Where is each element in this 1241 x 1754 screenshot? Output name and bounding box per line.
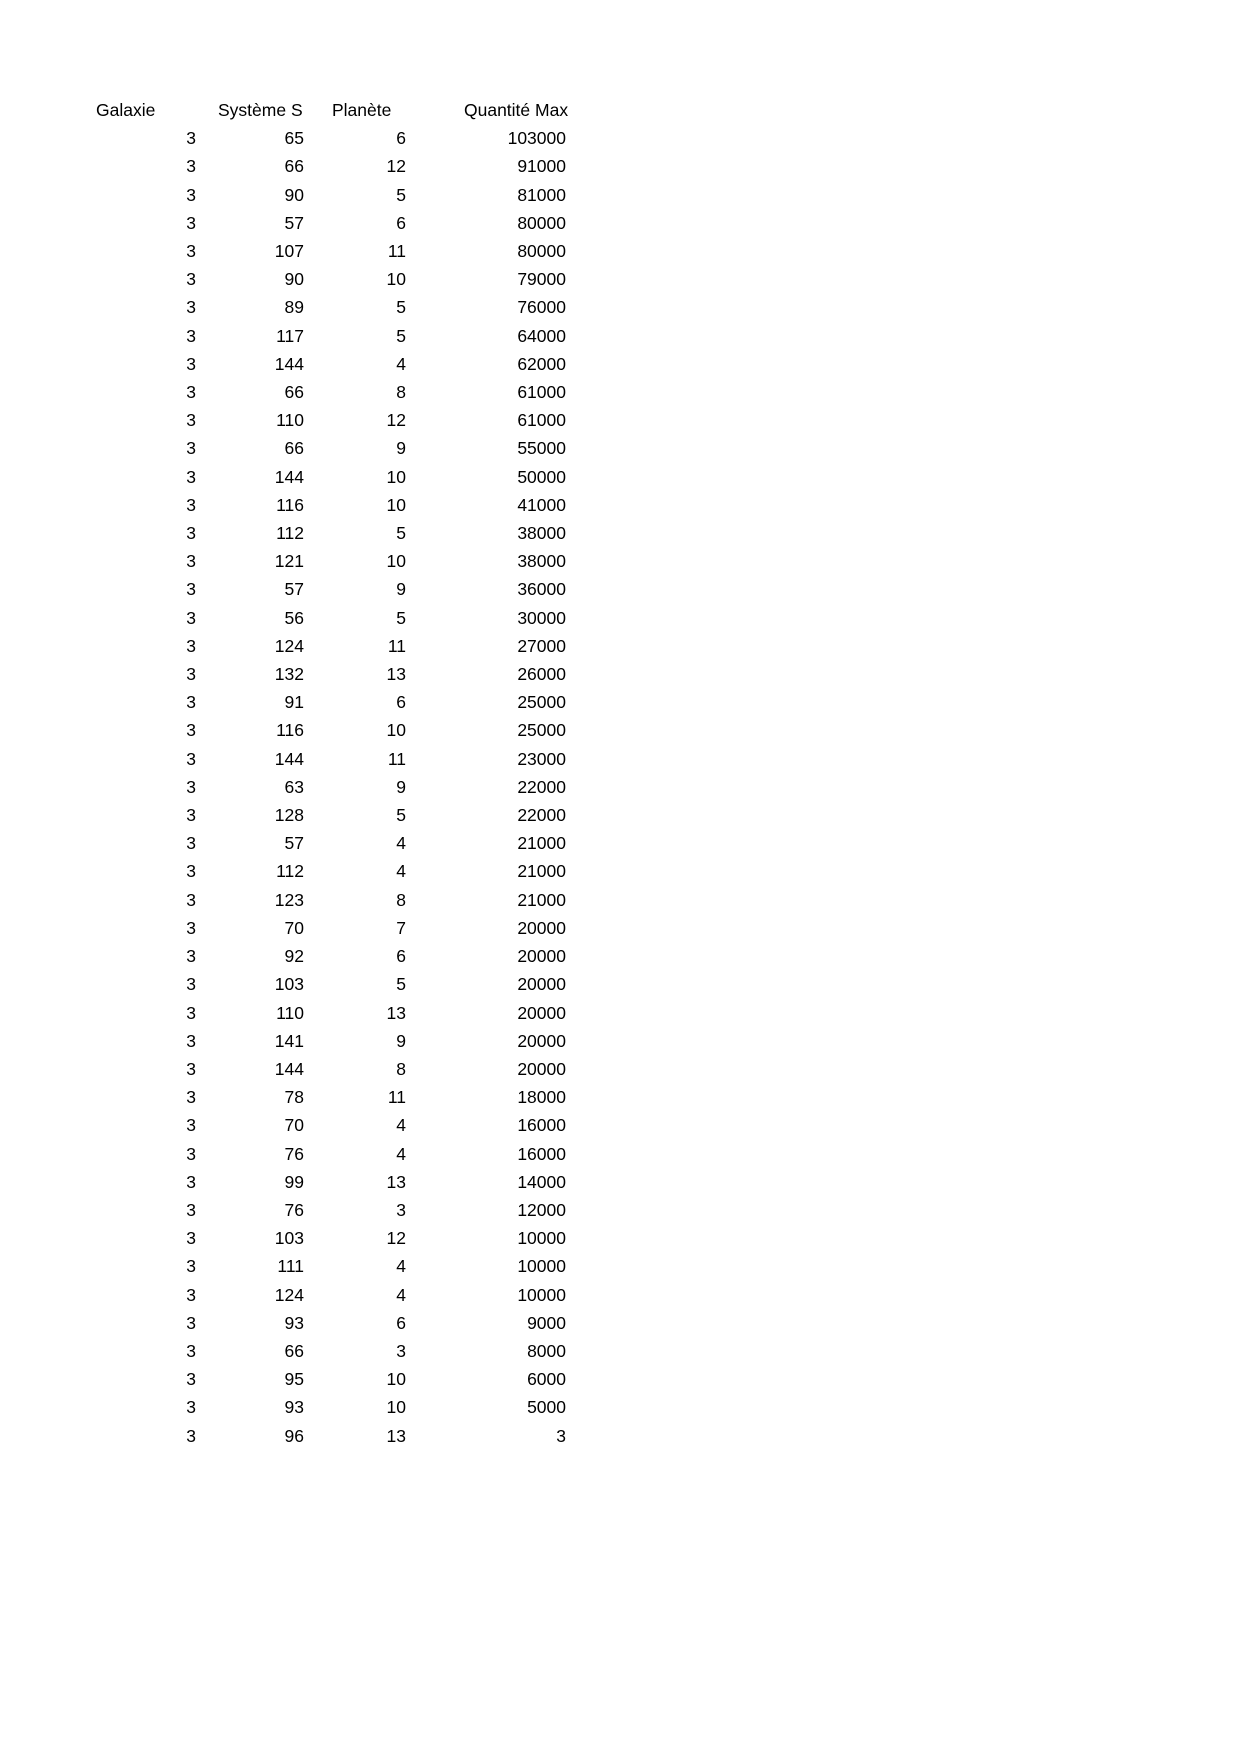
cell-galaxie: 3: [186, 382, 196, 403]
cell-planete: 5: [396, 523, 406, 544]
cell-systeme: 116: [276, 494, 304, 515]
cell-systeme: 117: [276, 325, 304, 346]
cell-quantite: 76000: [517, 297, 566, 318]
cell-galaxie: 3: [186, 1030, 196, 1051]
cell-galaxie: 3: [186, 1002, 196, 1023]
column-header-galaxie: Galaxie: [96, 100, 156, 120]
table-row: [96, 463, 576, 491]
cell-galaxie: 3: [186, 297, 196, 318]
table-body: [96, 124, 576, 1450]
cell-planete: 10: [386, 1397, 406, 1418]
cell-systeme: 110: [276, 410, 304, 431]
table-row: [96, 1337, 576, 1365]
table-row: [96, 660, 576, 688]
table-row: [96, 632, 576, 660]
cell-quantite: 20000: [517, 946, 566, 967]
cell-planete: 11: [387, 1087, 406, 1108]
cell-systeme: 93: [284, 1397, 304, 1418]
cell-planete: 13: [386, 664, 406, 685]
cell-planete: 4: [396, 833, 406, 854]
cell-galaxie: 3: [186, 692, 196, 713]
cell-systeme: 144: [274, 466, 304, 487]
table-row: [96, 293, 576, 321]
cell-systeme: 57: [284, 579, 304, 600]
cell-systeme: 78: [284, 1087, 304, 1108]
cell-galaxie: 3: [186, 438, 196, 459]
cell-systeme: 66: [284, 1340, 304, 1361]
table-row: [96, 914, 576, 942]
cell-systeme: 57: [284, 212, 304, 233]
cell-quantite: 9000: [527, 1312, 566, 1333]
cell-planete: 3: [396, 1199, 406, 1220]
cell-galaxie: 3: [186, 974, 196, 995]
cell-quantite: 30000: [517, 607, 566, 628]
table-row: [96, 1083, 576, 1111]
cell-planete: 5: [396, 607, 406, 628]
table-row: [96, 378, 576, 406]
cell-systeme: 57: [284, 833, 304, 854]
cell-quantite: 10000: [517, 1256, 566, 1277]
cell-galaxie: 3: [186, 1115, 196, 1136]
cell-planete: 12: [386, 156, 406, 177]
cell-quantite: 21000: [517, 861, 566, 882]
table-row: [96, 773, 576, 801]
cell-quantite: 5000: [527, 1397, 566, 1418]
cell-planete: 11: [387, 241, 406, 262]
cell-systeme: 124: [274, 635, 304, 656]
cell-galaxie: 3: [186, 776, 196, 797]
table-row: [96, 519, 576, 547]
cell-galaxie: 3: [186, 946, 196, 967]
column-header-systeme: Système S: [218, 100, 303, 120]
cell-systeme: 56: [284, 607, 304, 628]
cell-planete: 6: [396, 128, 406, 149]
cell-planete: 10: [386, 466, 406, 487]
cell-galaxie: 3: [186, 1256, 196, 1277]
cell-systeme: 91: [284, 692, 304, 713]
table-row: [96, 152, 576, 180]
cell-galaxie: 3: [186, 1171, 196, 1192]
cell-planete: 10: [386, 720, 406, 741]
cell-systeme: 90: [284, 269, 304, 290]
data-sheet: [96, 96, 576, 1450]
cell-quantite: 20000: [517, 1002, 566, 1023]
table-row: [96, 942, 576, 970]
cell-quantite: 25000: [517, 692, 566, 713]
table-row: [96, 322, 576, 350]
cell-quantite: 61000: [517, 382, 566, 403]
cell-quantite: 79000: [517, 269, 566, 290]
table-row: [96, 999, 576, 1027]
table-row: [96, 1309, 576, 1337]
cell-planete: 9: [396, 579, 406, 600]
cell-planete: 8: [396, 1058, 406, 1079]
cell-systeme: 132: [274, 664, 304, 685]
cell-galaxie: 3: [186, 353, 196, 374]
cell-quantite: 80000: [517, 212, 566, 233]
cell-quantite: 50000: [517, 466, 566, 487]
cell-systeme: 128: [274, 805, 304, 826]
cell-systeme: 66: [284, 382, 304, 403]
cell-galaxie: 3: [186, 607, 196, 628]
table-row: [96, 1281, 576, 1309]
cell-systeme: 99: [284, 1171, 304, 1192]
cell-planete: 13: [386, 1002, 406, 1023]
cell-quantite: 20000: [517, 974, 566, 995]
table-row: [96, 1393, 576, 1421]
cell-galaxie: 3: [186, 494, 196, 515]
cell-galaxie: 3: [186, 1369, 196, 1390]
cell-systeme: 121: [274, 551, 304, 572]
cell-quantite: 16000: [517, 1115, 566, 1136]
table-row: [96, 604, 576, 632]
cell-planete: 3: [396, 1340, 406, 1361]
cell-galaxie: 3: [186, 861, 196, 882]
cell-systeme: 93: [284, 1312, 304, 1333]
cell-quantite: 10000: [517, 1228, 566, 1249]
cell-quantite: 23000: [517, 748, 566, 769]
cell-quantite: 26000: [517, 664, 566, 685]
table-row: [96, 209, 576, 237]
cell-quantite: 81000: [517, 184, 566, 205]
cell-quantite: 103000: [507, 128, 566, 149]
cell-galaxie: 3: [186, 1284, 196, 1305]
cell-galaxie: 3: [186, 241, 196, 262]
table-row: [96, 1111, 576, 1139]
cell-galaxie: 3: [186, 325, 196, 346]
cell-quantite: 20000: [517, 1058, 566, 1079]
cell-planete: 4: [396, 1143, 406, 1164]
cell-quantite: 38000: [517, 523, 566, 544]
table-row: [96, 886, 576, 914]
cell-quantite: 27000: [517, 635, 566, 656]
cell-quantite: 36000: [517, 579, 566, 600]
cell-planete: 7: [396, 917, 406, 938]
table-row: [96, 406, 576, 434]
cell-quantite: 80000: [517, 241, 566, 262]
cell-quantite: 12000: [517, 1199, 566, 1220]
cell-galaxie: 3: [186, 917, 196, 938]
column-header-quantite: Quantité Max: [464, 100, 569, 120]
cell-systeme: 116: [276, 720, 304, 741]
table-row: [96, 801, 576, 829]
cell-systeme: 110: [276, 1002, 304, 1023]
cell-planete: 4: [396, 1115, 406, 1136]
cell-planete: 4: [396, 861, 406, 882]
cell-quantite: 22000: [517, 805, 566, 826]
cell-planete: 5: [396, 805, 406, 826]
cell-quantite: 8000: [527, 1340, 566, 1361]
cell-systeme: 63: [284, 776, 304, 797]
cell-planete: 6: [396, 1312, 406, 1333]
table-row: [96, 1422, 576, 1450]
cell-quantite: 25000: [517, 720, 566, 741]
cell-systeme: 111: [277, 1256, 304, 1277]
table-header: [96, 96, 576, 124]
cell-quantite: 14000: [517, 1171, 566, 1192]
cell-systeme: 103: [274, 1228, 304, 1249]
cell-quantite: 18000: [517, 1087, 566, 1108]
table-row: [96, 716, 576, 744]
cell-galaxie: 3: [186, 579, 196, 600]
cell-galaxie: 3: [186, 466, 196, 487]
cell-systeme: 112: [276, 861, 304, 882]
table-row: [96, 1168, 576, 1196]
cell-systeme: 95: [284, 1369, 304, 1390]
cell-planete: 4: [396, 1284, 406, 1305]
cell-planete: 6: [396, 212, 406, 233]
table-row: [96, 688, 576, 716]
galaxy-resource-table: [96, 96, 576, 1450]
cell-galaxie: 3: [186, 1228, 196, 1249]
cell-systeme: 76: [284, 1199, 304, 1220]
cell-galaxie: 3: [186, 184, 196, 205]
table-row: [96, 829, 576, 857]
cell-galaxie: 3: [186, 889, 196, 910]
table-row: [96, 1140, 576, 1168]
cell-galaxie: 3: [186, 128, 196, 149]
cell-galaxie: 3: [186, 523, 196, 544]
cell-systeme: 144: [274, 748, 304, 769]
cell-quantite: 61000: [517, 410, 566, 431]
cell-planete: 8: [396, 382, 406, 403]
cell-quantite: 38000: [517, 551, 566, 572]
cell-planete: 5: [396, 184, 406, 205]
table-row: [96, 1055, 576, 1083]
table-row: [96, 1224, 576, 1252]
cell-planete: 10: [386, 494, 406, 515]
cell-planete: 13: [386, 1425, 406, 1446]
cell-galaxie: 3: [186, 1143, 196, 1164]
cell-galaxie: 3: [186, 1397, 196, 1418]
table-row: [96, 124, 576, 152]
cell-galaxie: 3: [186, 1425, 196, 1446]
cell-systeme: 90: [284, 184, 304, 205]
cell-planete: 10: [386, 551, 406, 572]
cell-planete: 12: [386, 410, 406, 431]
column-header-planete: Planète: [332, 100, 392, 120]
table-row: [96, 1027, 576, 1055]
cell-planete: 5: [396, 974, 406, 995]
cell-galaxie: 3: [186, 551, 196, 572]
cell-systeme: 107: [274, 241, 304, 262]
cell-quantite: 6000: [527, 1369, 566, 1390]
cell-systeme: 66: [284, 156, 304, 177]
cell-planete: 10: [386, 269, 406, 290]
table-row: [96, 265, 576, 293]
cell-planete: 6: [396, 692, 406, 713]
cell-systeme: 92: [284, 946, 304, 967]
cell-galaxie: 3: [186, 1087, 196, 1108]
cell-systeme: 76: [284, 1143, 304, 1164]
cell-galaxie: 3: [186, 748, 196, 769]
cell-galaxie: 3: [186, 664, 196, 685]
cell-systeme: 144: [274, 353, 304, 374]
cell-systeme: 103: [274, 974, 304, 995]
cell-systeme: 123: [274, 889, 304, 910]
cell-systeme: 70: [284, 1115, 304, 1136]
cell-quantite: 10000: [517, 1284, 566, 1305]
cell-galaxie: 3: [186, 720, 196, 741]
cell-quantite: 16000: [517, 1143, 566, 1164]
cell-systeme: 70: [284, 917, 304, 938]
cell-systeme: 124: [274, 1284, 304, 1305]
cell-planete: 11: [387, 748, 406, 769]
cell-quantite: 55000: [517, 438, 566, 459]
cell-systeme: 144: [274, 1058, 304, 1079]
cell-quantite: 20000: [517, 917, 566, 938]
cell-quantite: 21000: [517, 889, 566, 910]
cell-galaxie: 3: [186, 156, 196, 177]
table-row: [96, 1196, 576, 1224]
cell-planete: 4: [396, 1256, 406, 1277]
cell-galaxie: 3: [186, 1340, 196, 1361]
cell-planete: 9: [396, 1030, 406, 1051]
cell-galaxie: 3: [186, 833, 196, 854]
cell-quantite: 3: [556, 1425, 566, 1446]
cell-planete: 12: [386, 1228, 406, 1249]
table-row: [96, 350, 576, 378]
cell-quantite: 91000: [517, 156, 566, 177]
cell-quantite: 20000: [517, 1030, 566, 1051]
cell-systeme: 112: [276, 523, 304, 544]
table-row: [96, 237, 576, 265]
cell-systeme: 96: [284, 1425, 304, 1446]
cell-planete: 6: [396, 946, 406, 967]
cell-planete: 4: [396, 353, 406, 374]
cell-quantite: 41000: [517, 494, 566, 515]
table-row: [96, 434, 576, 462]
cell-quantite: 64000: [517, 325, 566, 346]
cell-quantite: 22000: [517, 776, 566, 797]
table-row: [96, 970, 576, 998]
cell-systeme: 89: [284, 297, 304, 318]
cell-planete: 11: [387, 635, 406, 656]
cell-planete: 13: [386, 1171, 406, 1192]
cell-systeme: 65: [284, 128, 304, 149]
table-row: [96, 1365, 576, 1393]
cell-quantite: 62000: [517, 353, 566, 374]
table-row: [96, 181, 576, 209]
header-row: [96, 96, 576, 124]
cell-systeme: 141: [274, 1030, 304, 1051]
cell-galaxie: 3: [186, 1199, 196, 1220]
cell-galaxie: 3: [186, 212, 196, 233]
cell-galaxie: 3: [186, 410, 196, 431]
table-row: [96, 745, 576, 773]
cell-galaxie: 3: [186, 1058, 196, 1079]
cell-systeme: 66: [284, 438, 304, 459]
cell-galaxie: 3: [186, 269, 196, 290]
table-row: [96, 575, 576, 603]
table-row: [96, 547, 576, 575]
cell-quantite: 21000: [517, 833, 566, 854]
cell-planete: 5: [396, 297, 406, 318]
cell-galaxie: 3: [186, 635, 196, 656]
table-row: [96, 1252, 576, 1280]
cell-planete: 5: [396, 325, 406, 346]
table-row: [96, 857, 576, 885]
cell-planete: 10: [386, 1369, 406, 1390]
cell-galaxie: 3: [186, 1312, 196, 1333]
cell-planete: 9: [396, 438, 406, 459]
cell-galaxie: 3: [186, 805, 196, 826]
cell-planete: 9: [396, 776, 406, 797]
cell-planete: 8: [396, 889, 406, 910]
table-row: [96, 491, 576, 519]
